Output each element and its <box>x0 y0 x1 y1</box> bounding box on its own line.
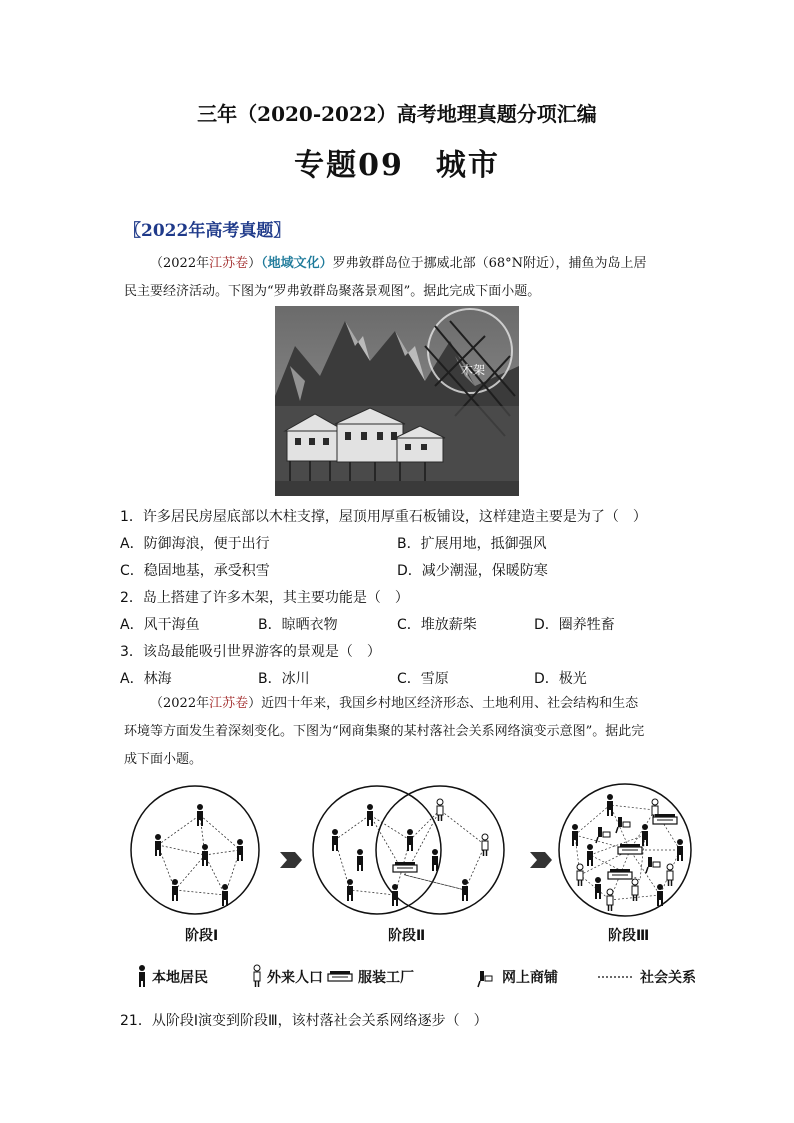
legend <box>139 965 696 987</box>
outsider-icon <box>254 965 260 987</box>
source-close: ） <box>248 256 262 271</box>
q2-option-d: D．圈养牲畜 <box>534 617 615 633</box>
stage-2-network <box>313 786 504 914</box>
shop-icon <box>478 971 492 987</box>
stage-3-label: 阶段Ⅲ <box>608 928 650 944</box>
photo-label: 木架 <box>461 363 486 377</box>
resident-icon <box>139 965 145 987</box>
stage-1-network <box>131 786 259 914</box>
social-network-diagram <box>120 780 720 995</box>
passage-2-line-2: 环境等方面发生着深刻变化。下图为“网商集聚的某村落社会关系网络演变示意图”。据此完 <box>124 724 645 739</box>
question-2-stem: 2．岛上搭建了许多木架，其主要功能是（ ） <box>120 590 409 606</box>
legend-relation: 社会关系 <box>640 970 696 986</box>
stage-2-label: 阶段Ⅱ <box>388 928 426 944</box>
legend-outsider: 外来人口 <box>267 970 323 986</box>
q1-option-d: D．减少潮湿，保暖防寒 <box>397 563 548 579</box>
page-title: 三年（2020-2022）高考地理真题分项汇编 <box>197 102 597 126</box>
q3-option-b: B．冰川 <box>258 671 310 687</box>
q2-option-a: A．风干海鱼 <box>120 617 200 633</box>
section-label: 〖2022年高考真题〗 <box>124 221 291 241</box>
passage-2-line-1: 近四十年来，我国乡村地区经济形态、土地利用、社会结构和生态 <box>261 696 639 711</box>
factory-icon <box>328 971 352 981</box>
legend-shop: 网上商铺 <box>502 970 558 986</box>
topic-title: 专题09 城市 <box>294 148 500 183</box>
passage-1 <box>124 250 684 306</box>
passage-1-line-1: 罗弗敦群岛位于挪威北部（68°N附近），捕鱼为岛上居 <box>332 256 647 271</box>
legend-resident: 本地居民 <box>152 970 208 986</box>
source-province-2: 江苏卷 <box>209 696 249 711</box>
source-open-2: （2022年 <box>150 696 210 711</box>
q3-option-a: A．林海 <box>120 671 172 687</box>
source-open: （2022年 <box>150 256 210 271</box>
passage-2-line-3: 成下面小题。 <box>124 752 203 767</box>
q1-option-a: A．防御海浪，便于出行 <box>120 536 270 552</box>
q2-option-b: B．晾晒衣物 <box>258 617 338 633</box>
stage-3-network <box>559 784 691 916</box>
passage-2 <box>124 690 684 774</box>
passage-1-line-2: 民主要经济活动。下图为“罗弗敦群岛聚落景观图”。据此完成下面小题。 <box>124 284 541 299</box>
q1-option-c: C．稳固地基，承受积雪 <box>120 563 270 579</box>
arrow-2-icon <box>530 852 552 868</box>
question-21-stem: 21．从阶段Ⅰ演变到阶段Ⅲ，该村落社会关系网络逐步（ ） <box>120 1013 488 1029</box>
legend-factory: 服装工厂 <box>358 970 414 986</box>
q3-option-c: C．雪原 <box>397 671 449 687</box>
topic-tag: （地域文化） <box>261 256 333 271</box>
q1-option-b: B．扩展用地，抵御强风 <box>397 536 547 552</box>
stage-1-label: 阶段Ⅰ <box>185 928 219 944</box>
arrow-1-icon <box>280 852 302 868</box>
question-1-stem: 1．许多居民房屋底部以木柱支撑，屋顶用厚重石板铺设，这样建造主要是为了（ ） <box>120 509 647 525</box>
source-province: 江苏卷 <box>209 256 249 271</box>
question-3-stem: 3．该岛最能吸引世界游客的景观是（ ） <box>120 644 381 660</box>
lofoten-settlement-photo <box>275 306 519 496</box>
source-close-2: ） <box>248 696 262 711</box>
q2-option-c: C．堆放薪柴 <box>397 617 477 633</box>
q3-option-d: D．极光 <box>534 671 587 687</box>
